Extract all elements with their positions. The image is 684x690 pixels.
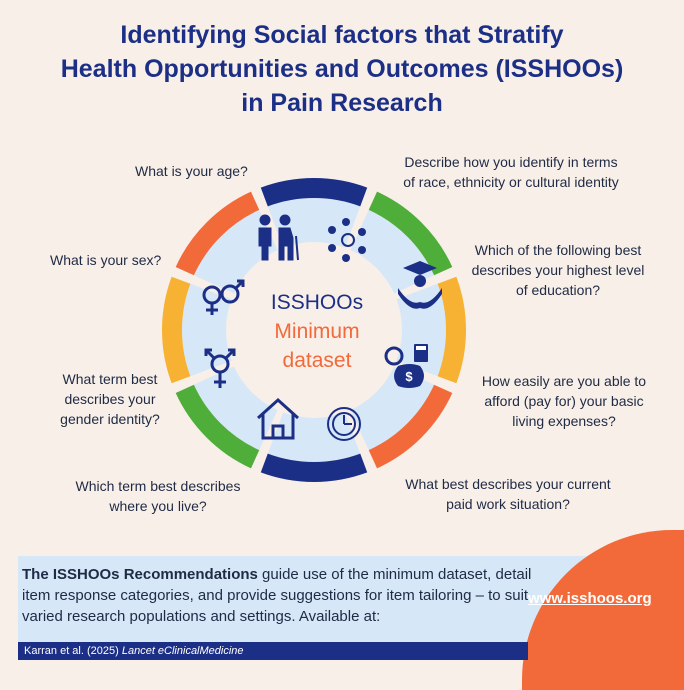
recommendations-bold: The ISSHOOs Recommendations (22, 566, 258, 583)
question-live: Which term best describes where you live? (75, 478, 241, 514)
citation-journal: Lancet eClinicalMedicine (121, 645, 244, 657)
center-line-1: ISSHOOs (270, 291, 364, 314)
center-line-3: dataset (282, 349, 352, 372)
question-gender: What term best describes your gender identity? (60, 371, 160, 427)
question-work: What best describes your current paid work situation? (405, 476, 611, 512)
website-link[interactable]: www.isshoos.org (528, 590, 652, 607)
center-line-2: Minimum (274, 320, 360, 343)
svg-text:$: $ (405, 369, 413, 384)
question-education: Which of the following best describes your highest level of education? (471, 242, 645, 298)
question-age: What is your age? (135, 163, 248, 179)
title-line-3: in Pain Research (241, 89, 443, 117)
recommendations-text (22, 564, 532, 627)
citation-bar (18, 642, 528, 660)
citation-authors: Karran et al. (2025) (24, 645, 122, 657)
clock-gear-icon (328, 408, 360, 440)
question-sex: What is your sex? (50, 252, 162, 268)
title-line-2: Health Opportunities and Outcomes (ISSHOOs) (60, 55, 624, 83)
question-afford: How easily are you able to afford (pay for) your basic living expenses? (481, 373, 647, 429)
question-race: Describe how you identify in terms of race, ethnicity or cultural identity (403, 154, 619, 190)
center-label (232, 288, 402, 375)
recommendations-body: guide use of the minimum dataset, detail item response categories, and provide suggestions for item tailoring – to suit varied research populations and settings. Available at: (22, 566, 532, 625)
title-line-1: Identifying Social factors that Stratify (120, 21, 564, 49)
